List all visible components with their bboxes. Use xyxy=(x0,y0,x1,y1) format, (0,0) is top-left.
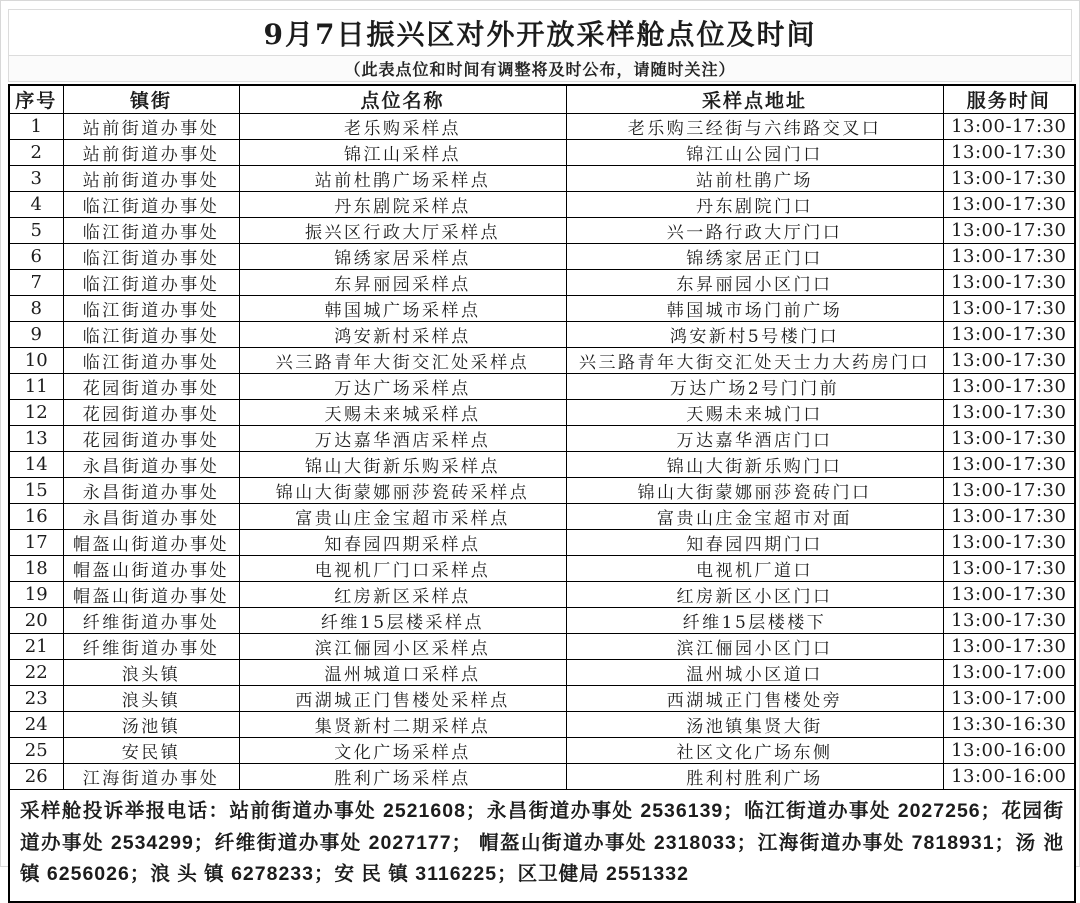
site-address: 滨江俪园小区门口 xyxy=(566,634,943,660)
site-name: 文化广场采样点 xyxy=(239,738,566,764)
service-time: 13:00-17:30 xyxy=(943,296,1075,322)
site-address: 兴三路青年大街交汇处天士力大药房门口 xyxy=(566,348,943,374)
town-street: 站前街道办事处 xyxy=(63,140,239,166)
site-name: 万达广场采样点 xyxy=(239,374,566,400)
table-row xyxy=(9,270,1075,296)
service-time: 13:00-17:30 xyxy=(943,452,1075,478)
row-number: 13 xyxy=(9,426,63,452)
site-address: 万达广场2号门门前 xyxy=(566,374,943,400)
table-row xyxy=(9,608,1075,634)
row-number: 4 xyxy=(9,192,63,218)
row-number: 3 xyxy=(9,166,63,192)
site-address: 锦山大街蒙娜丽莎瓷砖门口 xyxy=(566,478,943,504)
row-number: 8 xyxy=(9,296,63,322)
town-street: 花园街道办事处 xyxy=(63,374,239,400)
site-name: 站前杜鹃广场采样点 xyxy=(239,166,566,192)
service-time: 13:30-16:30 xyxy=(943,712,1075,738)
site-address: 温州城小区道口 xyxy=(566,660,943,686)
table-row xyxy=(9,686,1075,712)
row-number: 1 xyxy=(9,114,63,140)
site-address: 兴一路行政大厅门口 xyxy=(566,218,943,244)
row-number: 25 xyxy=(9,738,63,764)
table-header xyxy=(9,85,1075,114)
table-row xyxy=(9,166,1075,192)
service-time: 13:00-17:30 xyxy=(943,192,1075,218)
service-time: 13:00-17:30 xyxy=(943,348,1075,374)
site-name: 兴三路青年大街交汇处采样点 xyxy=(239,348,566,374)
table-row xyxy=(9,348,1075,374)
row-number: 9 xyxy=(9,322,63,348)
town-street: 临江街道办事处 xyxy=(63,348,239,374)
service-time: 13:00-17:30 xyxy=(943,400,1075,426)
site-name: 锦山大街新乐购采样点 xyxy=(239,452,566,478)
table-row xyxy=(9,712,1075,738)
service-time: 13:00-17:30 xyxy=(943,478,1075,504)
town-street: 花园街道办事处 xyxy=(63,426,239,452)
table-row xyxy=(9,452,1075,478)
town-street: 站前街道办事处 xyxy=(63,114,239,140)
site-address: 锦绣家居正门口 xyxy=(566,244,943,270)
table-row xyxy=(9,140,1075,166)
table-row xyxy=(9,114,1075,140)
town-street: 纤维街道办事处 xyxy=(63,608,239,634)
site-address: 丹东剧院门口 xyxy=(566,192,943,218)
table-body xyxy=(9,114,1075,790)
site-name: 集贤新村二期采样点 xyxy=(239,712,566,738)
table-row xyxy=(9,530,1075,556)
footer-row xyxy=(9,790,1075,902)
table-row xyxy=(9,400,1075,426)
site-address: 老乐购三经街与六纬路交叉口 xyxy=(566,114,943,140)
site-address: 鸿安新村5号楼门口 xyxy=(566,322,943,348)
site-name: 东昇丽园采样点 xyxy=(239,270,566,296)
site-name: 韩国城广场采样点 xyxy=(239,296,566,322)
service-time: 13:00-17:30 xyxy=(943,114,1075,140)
service-time: 13:00-17:30 xyxy=(943,374,1075,400)
site-name: 丹东剧院采样点 xyxy=(239,192,566,218)
row-number: 11 xyxy=(9,374,63,400)
service-time: 13:00-17:00 xyxy=(943,660,1075,686)
service-time: 13:00-17:30 xyxy=(943,426,1075,452)
table-footer xyxy=(9,790,1075,902)
page-title: 9月7日振兴区对外开放采样舱点位及时间 xyxy=(9,10,1071,56)
site-address: 韩国城市场门前广场 xyxy=(566,296,943,322)
site-address: 胜利村胜利广场 xyxy=(566,764,943,790)
town-street: 站前街道办事处 xyxy=(63,166,239,192)
row-number: 24 xyxy=(9,712,63,738)
town-street: 浪头镇 xyxy=(63,686,239,712)
page-subtitle: （此表点位和时间有调整将及时公布，请随时关注） xyxy=(9,56,1071,81)
table-row xyxy=(9,426,1075,452)
service-time: 13:00-17:30 xyxy=(943,634,1075,660)
service-time: 13:00-16:00 xyxy=(943,738,1075,764)
row-number: 15 xyxy=(9,478,63,504)
site-address: 汤池镇集贤大街 xyxy=(566,712,943,738)
site-address: 知春园四期门口 xyxy=(566,530,943,556)
service-time: 13:00-17:30 xyxy=(943,322,1075,348)
table-row xyxy=(9,556,1075,582)
column-header-address: 采样点地址 xyxy=(566,85,943,114)
site-name: 温州城道口采样点 xyxy=(239,660,566,686)
town-street: 永昌街道办事处 xyxy=(63,478,239,504)
row-number: 18 xyxy=(9,556,63,582)
town-street: 纤维街道办事处 xyxy=(63,634,239,660)
service-time: 13:00-17:30 xyxy=(943,218,1075,244)
service-time: 13:00-17:00 xyxy=(943,686,1075,712)
site-address: 站前杜鹃广场 xyxy=(566,166,943,192)
town-street: 帽盔山街道办事处 xyxy=(63,530,239,556)
town-street: 临江街道办事处 xyxy=(63,244,239,270)
site-address: 社区文化广场东侧 xyxy=(566,738,943,764)
town-street: 临江街道办事处 xyxy=(63,270,239,296)
site-name: 振兴区行政大厅采样点 xyxy=(239,218,566,244)
town-street: 帽盔山街道办事处 xyxy=(63,582,239,608)
row-number: 5 xyxy=(9,218,63,244)
column-header-town: 镇街 xyxy=(63,85,239,114)
town-street: 帽盔山街道办事处 xyxy=(63,556,239,582)
table-row xyxy=(9,244,1075,270)
site-name: 天赐未来城采样点 xyxy=(239,400,566,426)
site-name: 锦山大街蒙娜丽莎瓷砖采样点 xyxy=(239,478,566,504)
site-name: 纤维15层楼采样点 xyxy=(239,608,566,634)
service-time: 13:00-17:30 xyxy=(943,582,1075,608)
service-time: 13:00-17:30 xyxy=(943,244,1075,270)
town-street: 临江街道办事处 xyxy=(63,322,239,348)
row-number: 14 xyxy=(9,452,63,478)
table-row xyxy=(9,738,1075,764)
table-row xyxy=(9,582,1075,608)
row-number: 7 xyxy=(9,270,63,296)
site-name: 老乐购采样点 xyxy=(239,114,566,140)
site-address: 天赐未来城门口 xyxy=(566,400,943,426)
service-time: 13:00-17:30 xyxy=(943,530,1075,556)
row-number: 21 xyxy=(9,634,63,660)
site-name: 万达嘉华酒店采样点 xyxy=(239,426,566,452)
table-row xyxy=(9,322,1075,348)
town-street: 临江街道办事处 xyxy=(63,192,239,218)
table-row xyxy=(9,504,1075,530)
table-row xyxy=(9,634,1075,660)
site-address: 锦山大街新乐购门口 xyxy=(566,452,943,478)
site-name: 富贵山庄金宝超市采样点 xyxy=(239,504,566,530)
site-address: 富贵山庄金宝超市对面 xyxy=(566,504,943,530)
service-time: 13:00-17:30 xyxy=(943,270,1075,296)
site-name: 胜利广场采样点 xyxy=(239,764,566,790)
site-name: 电视机厂门口采样点 xyxy=(239,556,566,582)
sampling-points-table xyxy=(8,84,1076,903)
row-number: 2 xyxy=(9,140,63,166)
table-row xyxy=(9,764,1075,790)
service-time: 13:00-17:30 xyxy=(943,556,1075,582)
row-number: 16 xyxy=(9,504,63,530)
row-number: 19 xyxy=(9,582,63,608)
site-name: 滨江俪园小区采样点 xyxy=(239,634,566,660)
site-address: 东昇丽园小区门口 xyxy=(566,270,943,296)
row-number: 23 xyxy=(9,686,63,712)
row-number: 22 xyxy=(9,660,63,686)
site-address: 红房新区小区门口 xyxy=(566,582,943,608)
row-number: 6 xyxy=(9,244,63,270)
service-time: 13:00-17:30 xyxy=(943,608,1075,634)
site-address: 锦江山公园门口 xyxy=(566,140,943,166)
town-street: 花园街道办事处 xyxy=(63,400,239,426)
row-number: 26 xyxy=(9,764,63,790)
column-header-number: 序号 xyxy=(9,85,63,114)
header-row xyxy=(9,85,1075,114)
column-header-time: 服务时间 xyxy=(943,85,1075,114)
title-box xyxy=(8,9,1072,82)
row-number: 20 xyxy=(9,608,63,634)
service-time: 13:00-16:00 xyxy=(943,764,1075,790)
site-name: 鸿安新村采样点 xyxy=(239,322,566,348)
site-address: 万达嘉华酒店门口 xyxy=(566,426,943,452)
row-number: 12 xyxy=(9,400,63,426)
table-row xyxy=(9,296,1075,322)
town-street: 江海街道办事处 xyxy=(63,764,239,790)
site-address: 西湖城正门售楼处旁 xyxy=(566,686,943,712)
town-street: 安民镇 xyxy=(63,738,239,764)
table-row xyxy=(9,478,1075,504)
table-row xyxy=(9,192,1075,218)
town-street: 临江街道办事处 xyxy=(63,296,239,322)
site-name: 锦绣家居采样点 xyxy=(239,244,566,270)
site-name: 知春园四期采样点 xyxy=(239,530,566,556)
table-row xyxy=(9,374,1075,400)
site-name: 锦江山采样点 xyxy=(239,140,566,166)
table-row xyxy=(9,660,1075,686)
service-time: 13:00-17:30 xyxy=(943,166,1075,192)
town-street: 永昌街道办事处 xyxy=(63,452,239,478)
site-name: 红房新区采样点 xyxy=(239,582,566,608)
footer-text: 采样舱投诉举报电话：站前街道办事处 2521608；永昌街道办事处 2536139；临江街道办事处 2027256；花园街道办事处 2534299；纤维街道办事处 2027177； 帽盔山街道办事处 2318033；江海街道办事处 7818931；汤 池 镇 6256026；浪 头 镇 6278233；安 民 镇 3116225；区卫健局 2551332 xyxy=(9,790,1075,902)
town-street: 汤池镇 xyxy=(63,712,239,738)
row-number: 17 xyxy=(9,530,63,556)
town-street: 浪头镇 xyxy=(63,660,239,686)
row-number: 10 xyxy=(9,348,63,374)
site-address: 纤维15层楼楼下 xyxy=(566,608,943,634)
service-time: 13:00-17:30 xyxy=(943,140,1075,166)
table-row xyxy=(9,218,1075,244)
column-header-site: 点位名称 xyxy=(239,85,566,114)
town-street: 永昌街道办事处 xyxy=(63,504,239,530)
site-name: 西湖城正门售楼处采样点 xyxy=(239,686,566,712)
site-address: 电视机厂道口 xyxy=(566,556,943,582)
town-street: 临江街道办事处 xyxy=(63,218,239,244)
service-time: 13:00-17:30 xyxy=(943,504,1075,530)
